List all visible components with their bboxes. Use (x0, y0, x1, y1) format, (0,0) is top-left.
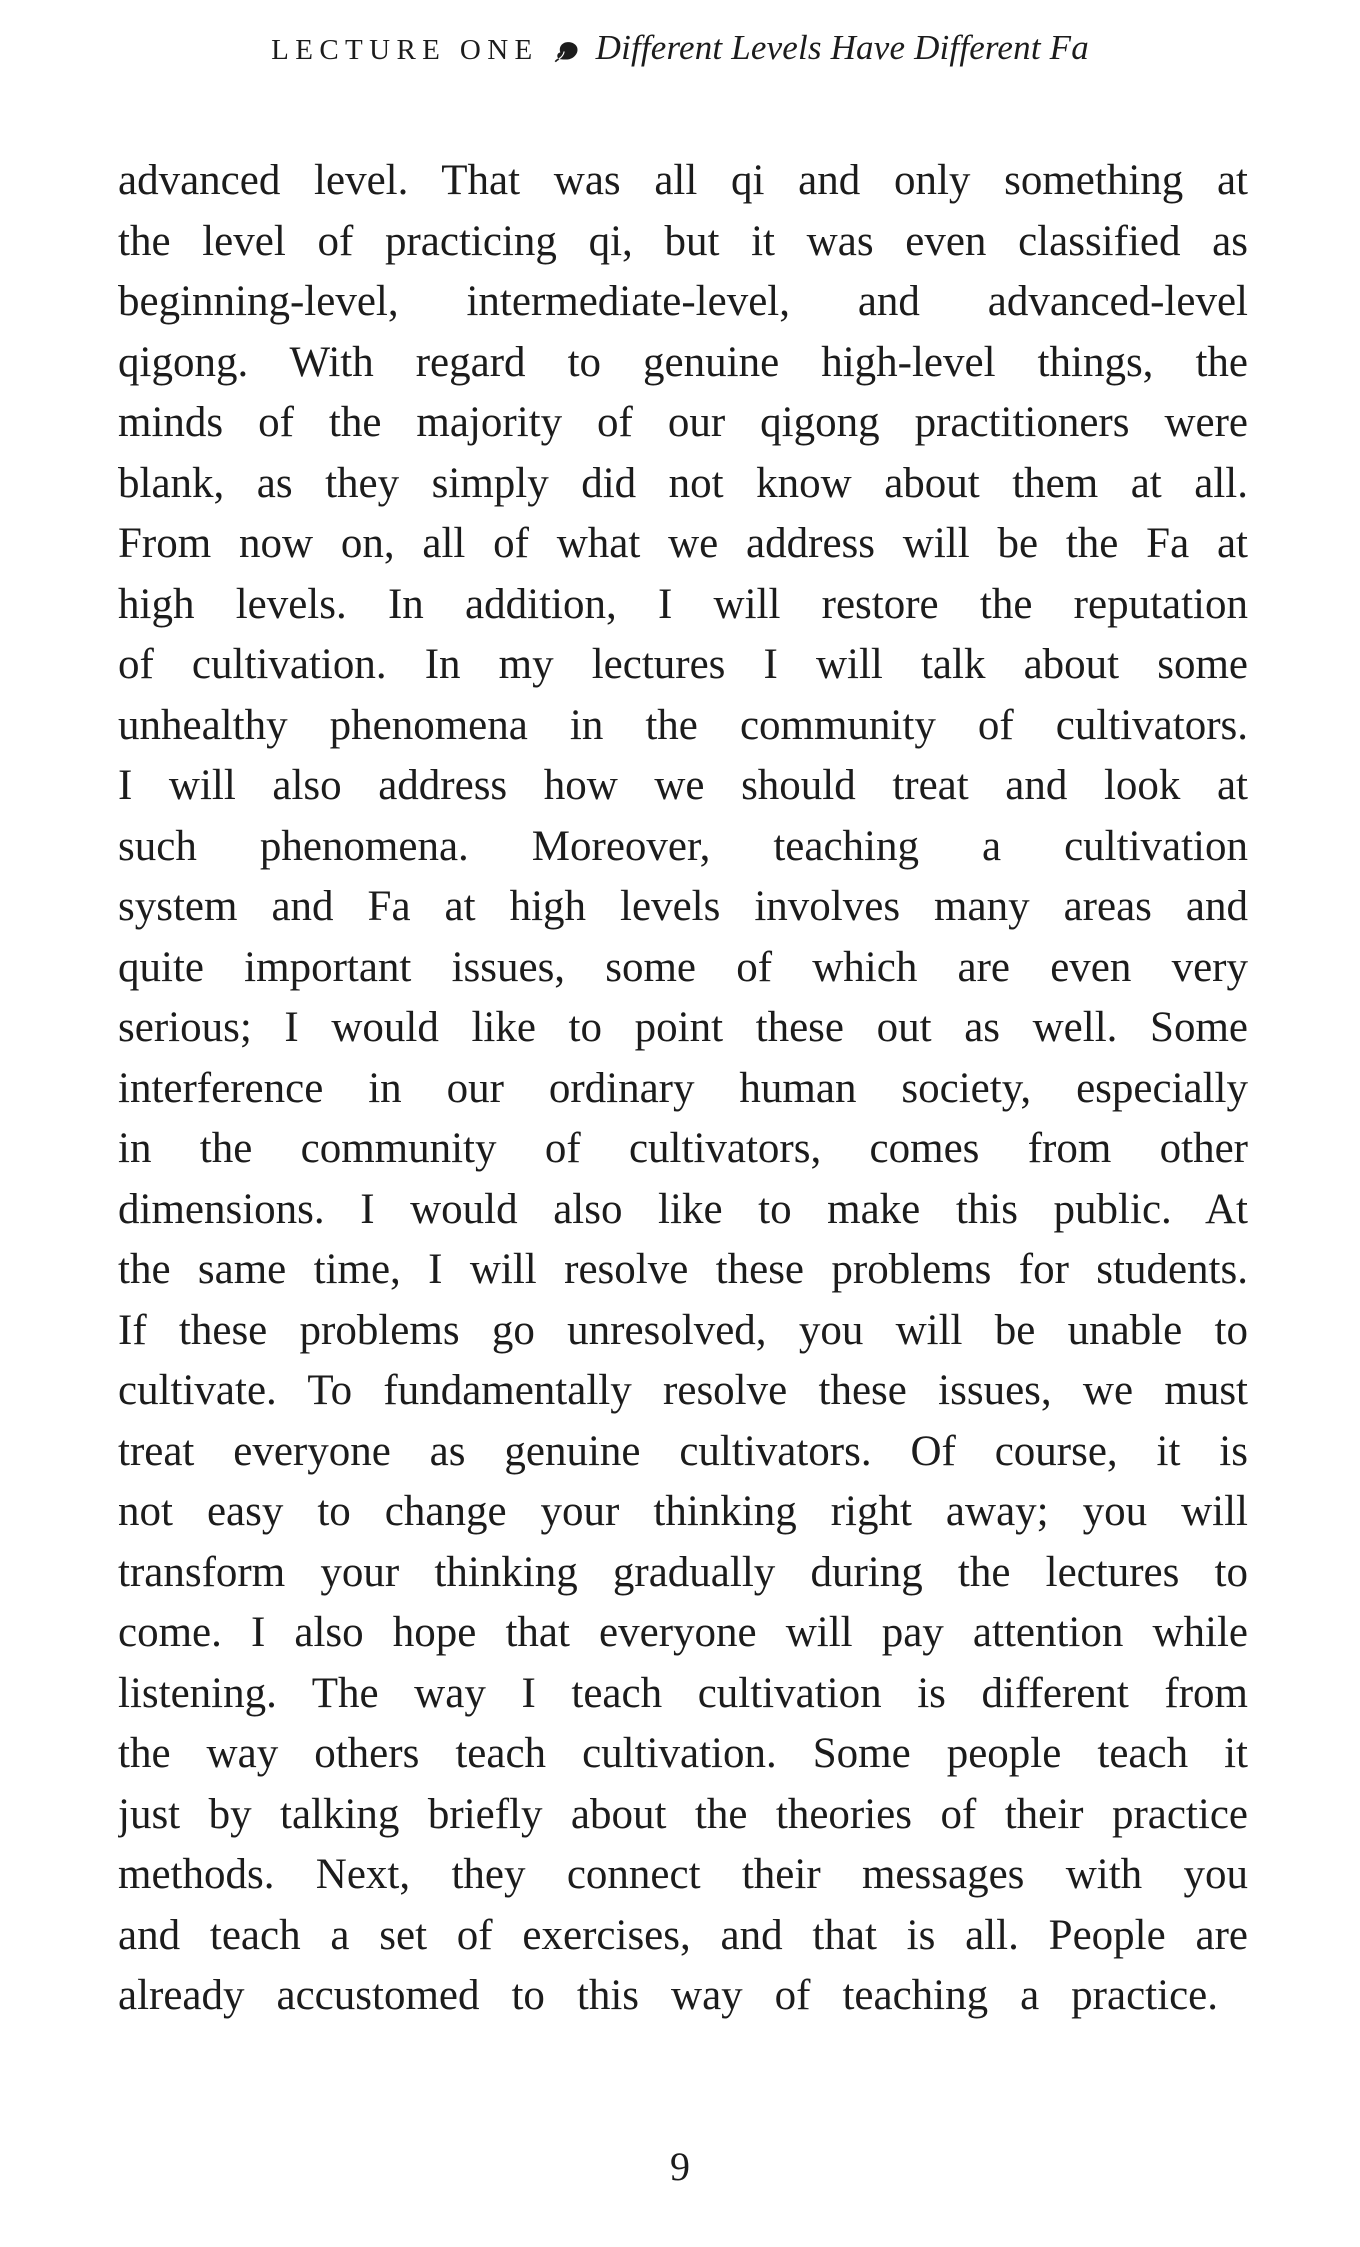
text-line: the way others teach cultivation. Some people teach it (118, 1730, 1248, 1777)
text-line: and teach a set of exercises, and that is all. People are (118, 1911, 1248, 1959)
text-line-last: already accustomed to this way of teaching a practice. (118, 1972, 1218, 2019)
hedera-leaf-icon (554, 40, 581, 63)
text-line: If these problems go unresolved, you will be unable to (118, 1306, 1248, 1354)
body-text (118, 151, 1248, 2027)
text-line: quite important issues, some of which are even very (118, 943, 1248, 991)
text-line: not easy to change your thinking right away; you will (118, 1488, 1248, 1535)
text-line: minds of the majority of our qigong practitioners were (118, 399, 1248, 446)
text-line: beginning-level, intermediate-level, and advanced-level (118, 278, 1248, 325)
text-line: advanced level. That was all qi and only something at (118, 157, 1248, 204)
text-line: such phenomena. Moreover, teaching a cultivation (118, 822, 1248, 870)
text-line: methods. Next, they connect their messages with you (118, 1851, 1248, 1898)
page-number: 9 (670, 2144, 690, 2189)
text-line: dimensions. I would also like to make this public. At (118, 1185, 1248, 1233)
text-line: blank, as they simply did not know about them at all. (118, 459, 1248, 507)
text-line: interference in our ordinary human society, especially (118, 1064, 1248, 1112)
running-header (0, 28, 1360, 68)
text-line: in the community of cultivators, comes from other (118, 1125, 1248, 1172)
text-line: I will also address how we should treat and look at (118, 762, 1248, 809)
text-line: cultivate. To fundamentally resolve these issues, we must (118, 1367, 1248, 1414)
lecture-label: LECTURE ONE (271, 34, 539, 66)
text-line: the level of practicing qi, but it was even classified as (118, 217, 1248, 265)
chapter-title: Different Levels Have Different Fa (595, 28, 1089, 67)
text-line: serious; I would like to point these out as well. Some (118, 1004, 1248, 1051)
text-line: high levels. In addition, I will restore the reputation (118, 580, 1248, 628)
text-line: just by talking briefly about the theories of their practice (118, 1790, 1248, 1838)
text-line: listening. The way I teach cultivation is different from (118, 1669, 1248, 1717)
text-line: of cultivation. In my lectures I will talk about some (118, 641, 1248, 688)
text-line: unhealthy phenomena in the community of cultivators. (118, 701, 1248, 749)
text-line: qigong. With regard to genuine high-level things, the (118, 338, 1248, 386)
text-line: system and Fa at high levels involves many areas and (118, 883, 1248, 930)
page-footer (0, 2143, 1360, 2190)
text-line: From now on, all of what we address will be the Fa at (118, 520, 1248, 567)
text-line: transform your thinking gradually during the lectures to (118, 1548, 1248, 1596)
text-line: treat everyone as genuine cultivators. Of course, it is (118, 1427, 1248, 1475)
text-line: the same time, I will resolve these problems for students. (118, 1246, 1248, 1293)
text-line: come. I also hope that everyone will pay attention while (118, 1609, 1248, 1656)
